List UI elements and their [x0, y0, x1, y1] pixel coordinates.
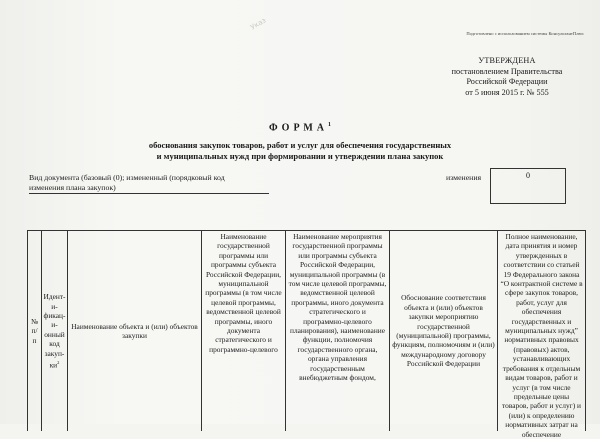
- approval-block: [432, 56, 582, 98]
- header-code-text: [43, 292, 65, 370]
- faint-stamp-mark: Указ: [249, 16, 268, 32]
- header-cell-measure: [286, 231, 390, 431]
- header-cell-object: [68, 231, 202, 431]
- changes-label: изменения: [446, 173, 482, 182]
- header-program-text: Наименование государственной программы или программы субъекта Российской Федерации, муниципальной программы (в том числе целевой программы, ведомственной целевой программы, иного документа стратегического и программно-целевого: [205, 232, 282, 354]
- header-object-text: Наименование объекта и (или) объектов закупки: [71, 321, 198, 340]
- doc-type-line-1: Вид документа (базовый (0); измененный (порядковый код: [29, 173, 225, 182]
- form-subtitle: [80, 140, 520, 162]
- source-note: Подготовлено с использованием системы КонсультантПлюс: [466, 31, 584, 36]
- header-number-text: № п/п: [30, 316, 39, 345]
- approval-title: УТВЕРЖДЕНА: [478, 56, 536, 65]
- form-subtitle-line-2: и муниципальных нужд при формировании и утверждении плана закупок: [156, 151, 444, 161]
- justification-table: [27, 230, 586, 439]
- header-code-footnote: 2: [57, 359, 60, 365]
- header-code-label: Идент-и-фикац-и-онный код закуп-ки: [43, 292, 66, 370]
- header-cell-code: [42, 231, 68, 431]
- header-legal-acts-text: Полное наименование, дата принятия и номер утвержденных в соответствии со статьей 19 Федерального закона “О контрактной системе в сфере закупок товаров, работ, услуг для обеспечения государственных и муниципальных нужд” нормативных правовых (правовых) актов, устанавливающих требования к отдельным видам товаров, работ и услуг (в том числе предельные цены товаров, работ и услуг) и (или) к определению нормативных затрат на обеспечение: [500, 232, 583, 439]
- doc-type-underline: [29, 193, 269, 194]
- form-subtitle-line-1: обоснования закупок товаров, работ и услуг для обеспечения государственных: [148, 140, 452, 150]
- changes-value-box: 0: [490, 168, 566, 204]
- header-cell-legal-acts: [498, 231, 586, 439]
- approval-line-2: Российской Федерации: [466, 77, 548, 86]
- header-justification-text: Обоснование соответствия объекта и (или) объектов закупки мероприятию государственной (муниципальной) программы, функциям, полномочиям и (или) международному договору Российской Федерации: [392, 293, 495, 369]
- form-title: [0, 122, 600, 133]
- header-cell-number: [28, 231, 42, 431]
- approval-line-3: от 5 июня 2015 г. № 555: [465, 87, 549, 97]
- doc-type-line-2: изменения плана закупок): [29, 183, 116, 192]
- approval-line-1: постановлением Правительства: [451, 66, 563, 76]
- doc-type-label: [29, 173, 261, 193]
- header-cell-program: [202, 231, 286, 431]
- form-title-text: ФОРМА: [268, 122, 329, 134]
- header-measure-text: Наименование мероприятия государственной программы или программы субъекта Российской Федерации, муниципальной программы (в том числе целевой программы, ведомственной целевой программы, иного документа стратегического и программно-целевого планирования), наименование функции, полномочия государственного органа, органа управления государственным внебюджетным фондом,: [288, 232, 387, 383]
- header-cell-justification: [390, 231, 498, 431]
- form-footnote-mark: 1: [328, 122, 332, 128]
